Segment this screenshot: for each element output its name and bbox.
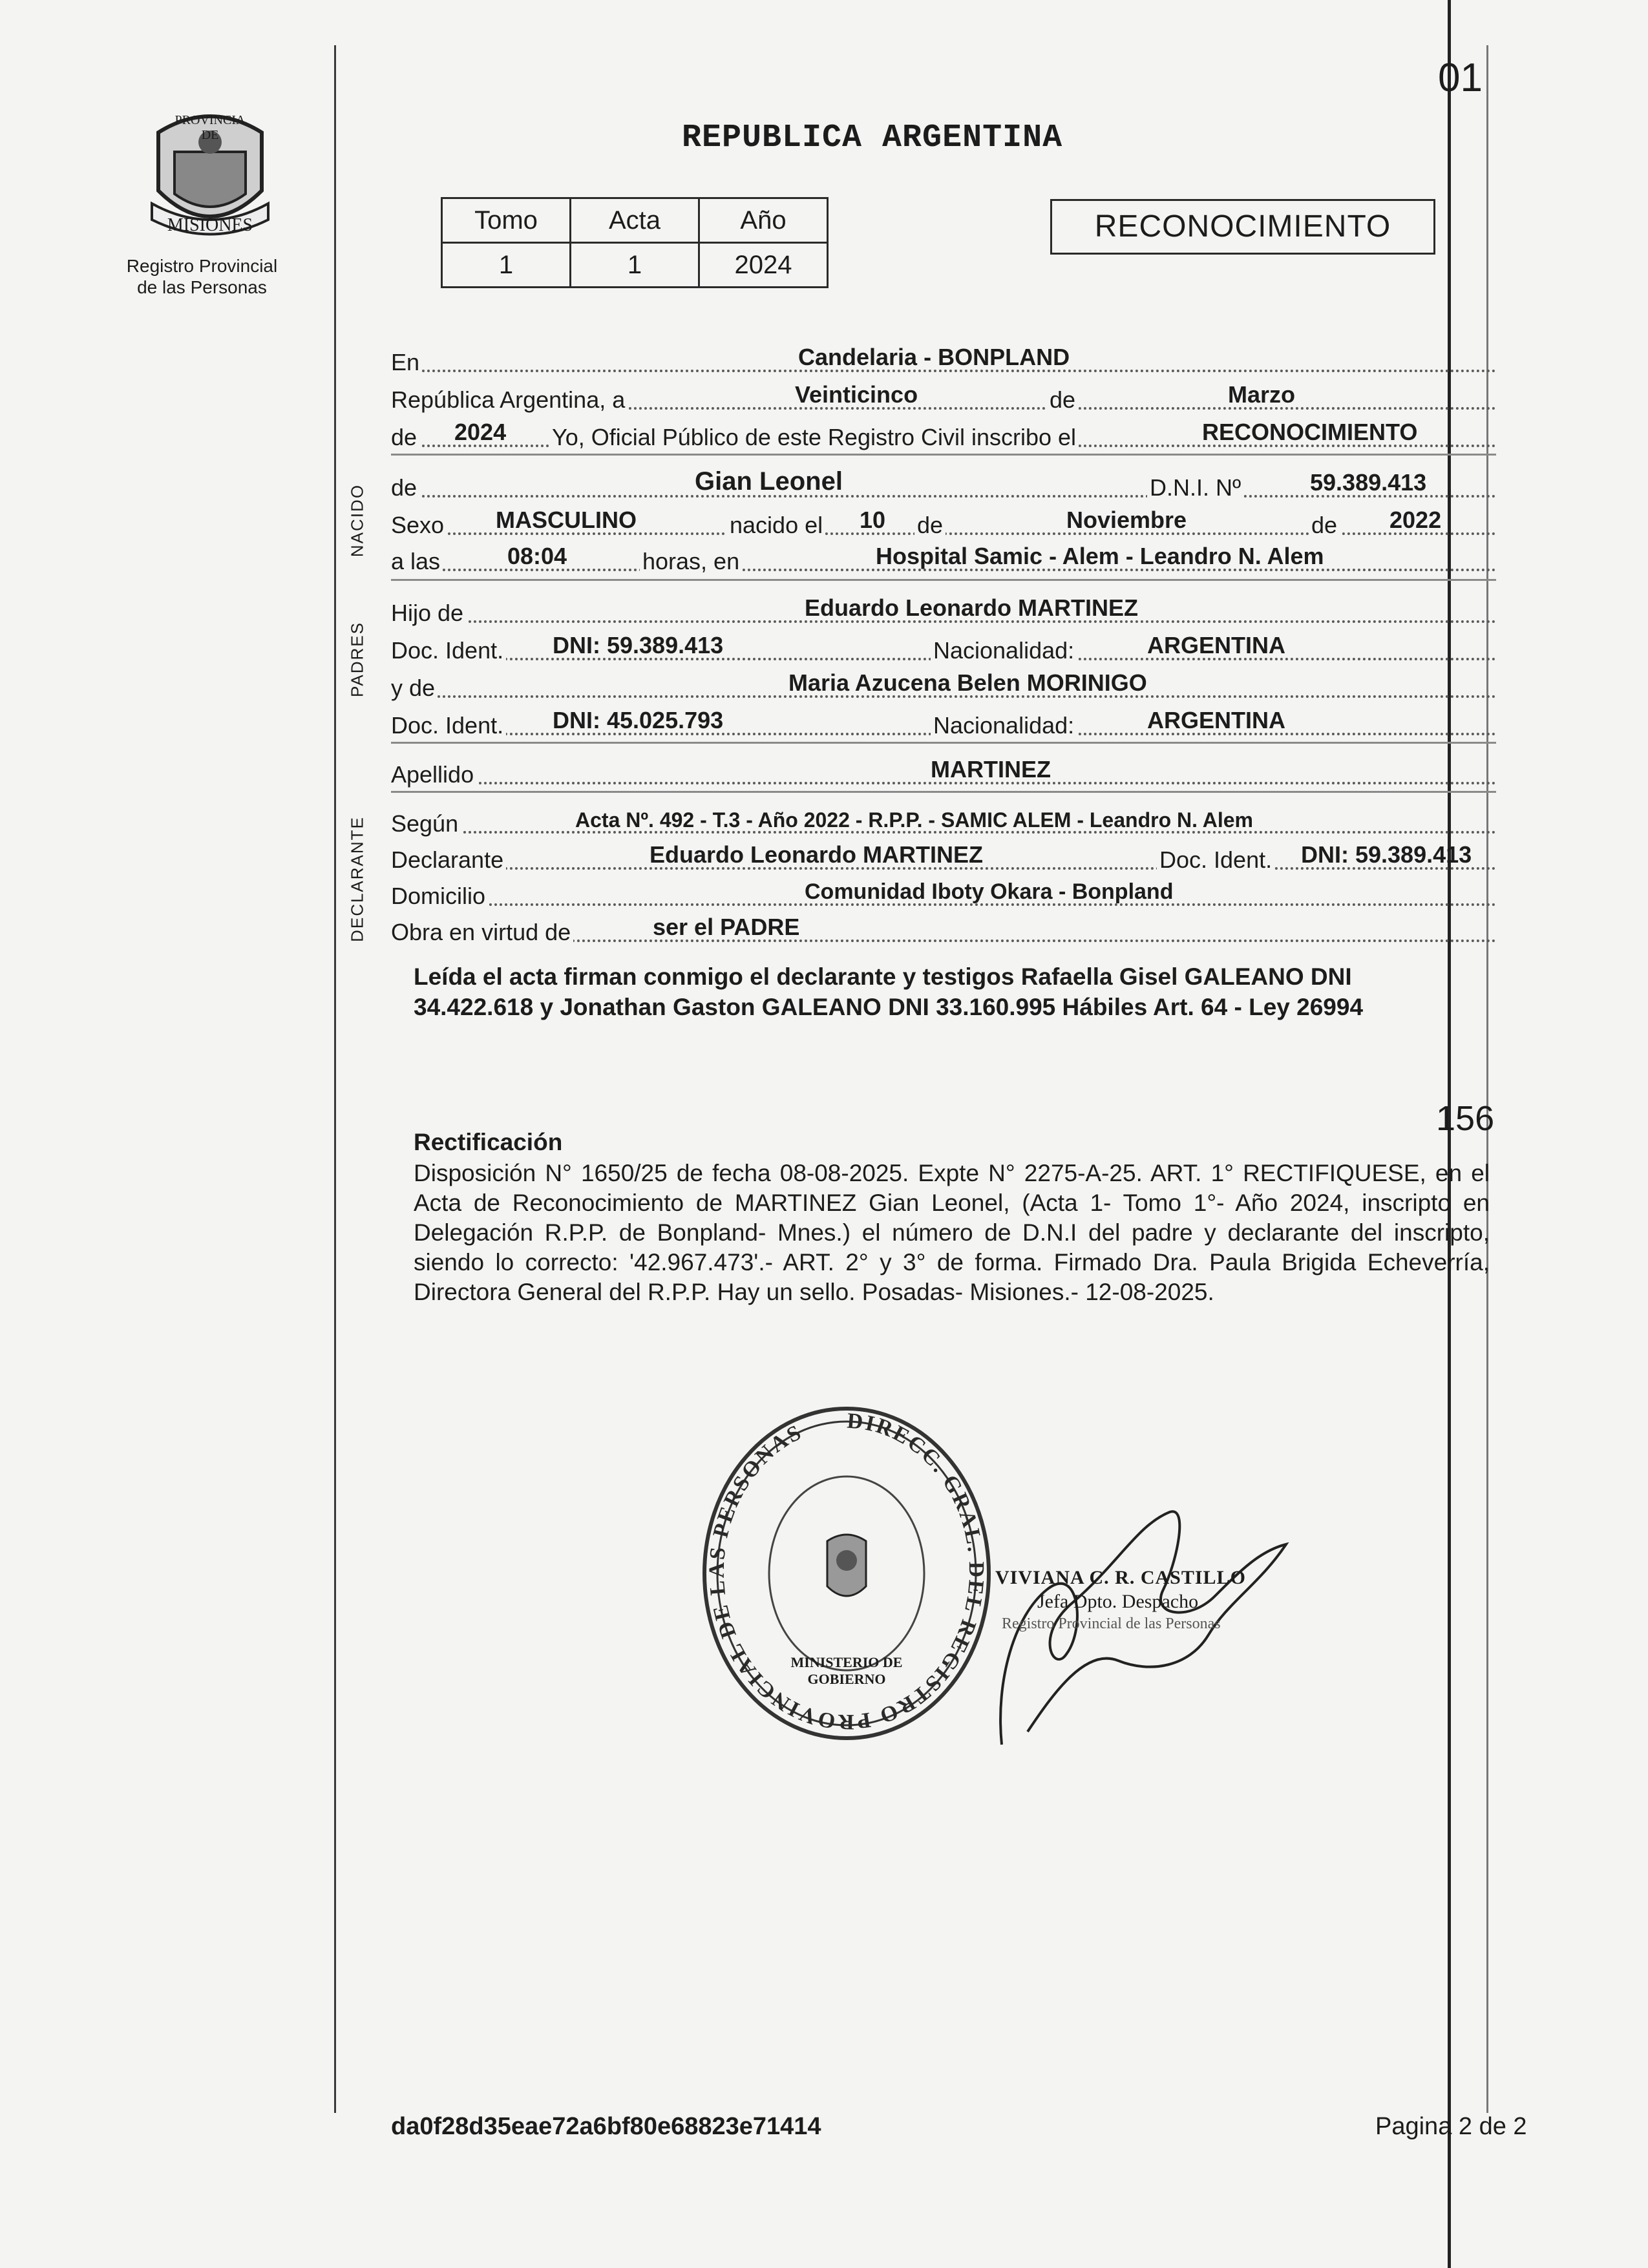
nacionalidad-label-2: Nacionalidad: [931,712,1077,739]
left-margin-rule [334,45,336,2113]
rectificacion-body: Disposición N° 1650/25 de fecha 08-08-2025. Expte N° 2275-A-25. ART. 1° RECTIFIQUESE, en el Acta de Reconocimiento de MARTINEZ Gian Leonel, (Acta 1- Tomo 1°- Año 2024, inscripto en Delegación R.P.P. de Bonpland- Mnes.) el número de D.N.I del padre y declarante del inscripto, siendo lo correcto: '42.967.473'.- ART. 2° y 3° de forma. Firmado Dra. Paula Brigida Echeverría, Directora General del R.P.P. Hay un sello. Posadas- Misiones.- 12-08-2025. [414,1160,1490,1305]
page-indicator: Pagina 2 de 2 [1375,2113,1527,2140]
surname-value: MARTINEZ [931,756,1051,782]
doc-ident-label-2: Doc. Ident. [391,712,506,739]
row-mother-doc [391,706,1496,742]
sex-value: MASCULINO [496,507,637,533]
hijo-de-label: Hijo de [391,600,466,627]
row-date [391,380,1496,416]
row-segun [391,804,1496,840]
signer-org: Registro Provincial de las Personas [1002,1615,1221,1632]
republica-label: República Argentina, a [391,386,628,414]
section-declarante: DECLARANTE [347,816,367,942]
anio-value: 2024 [699,243,828,288]
doc-ident-label: Doc. Ident. [391,637,506,664]
signer-name: VIVIANA C. R. CASTILLO [995,1567,1246,1588]
mother-doc-value: DNI: 45.025.793 [553,707,724,733]
document-hash: da0f28d35eae72a6bf80e68823e71414 [391,2113,821,2140]
de-label: de [1047,386,1078,414]
year-value: 2024 [454,419,507,445]
child-name-value: Gian Leonel [695,467,843,496]
separator-3 [391,742,1496,744]
registry-label [113,255,291,298]
tomo-header: Tomo [442,198,571,243]
obra-value: ser el PADRE [653,914,800,940]
birth-day-value: 10 [860,507,886,533]
acta-value: 1 [571,243,699,288]
handwritten-signature [956,1486,1331,1770]
father-name-value: Eduardo Leonardo MARTINEZ [805,594,1138,621]
domicile-value: Comunidad Iboty Okara - Bonpland [805,879,1174,904]
father-nationality-value: ARGENTINA [1147,632,1285,658]
row-child [391,468,1496,504]
province-seal [145,107,275,246]
separator-4 [391,791,1496,793]
section-padres: PADRES [347,622,367,697]
child-dni-value: 59.389.413 [1310,469,1427,496]
separator-1 [391,454,1496,456]
birth-place-value: Hospital Samic - Alem - Leandro N. Alem [876,543,1324,569]
horas-en-label: horas, en [640,548,742,575]
tomo-value: 1 [442,243,571,288]
section-nacido: NACIDO [347,483,367,558]
declarant-name-value: Eduardo Leonardo MARTINEZ [650,841,983,868]
rectificacion-title: Rectificación [414,1129,563,1155]
registry-label-line1: Registro Provincial [126,256,278,276]
row-obra [391,912,1496,949]
nacionalidad-label: Nacionalidad: [931,637,1077,664]
domicilio-label: Domicilio [391,883,488,910]
apellido-label: Apellido [391,761,476,788]
doc-ident-label-3: Doc. Ident. [1157,846,1274,874]
place-value: Candelaria - BONPLAND [798,344,1070,370]
separator-2 [391,579,1496,581]
seal-text-bottom: MISIONES [167,215,253,235]
en-label: En [391,349,422,376]
mother-name-value: Maria Azucena Belen MORINIGO [788,669,1147,696]
day-value: Veinticinco [795,381,918,408]
dni-label: D.N.I. Nº [1147,474,1243,501]
act-name-value: RECONOCIMIENTO [1202,419,1418,445]
page-number-top: 01 [1438,56,1483,100]
declarante-label: Declarante [391,846,506,874]
volume-table [441,197,829,288]
birth-year-value: 2022 [1389,507,1442,533]
month-value: Marzo [1228,381,1296,408]
row-sex [391,505,1496,541]
row-declarante [391,840,1496,876]
anio-header: Año [699,198,828,243]
birth-time-value: 08:04 [507,543,567,569]
declarant-doc-value: DNI: 59.389.413 [1301,841,1472,868]
father-doc-value: DNI: 59.389.413 [553,632,724,658]
row-father-doc [391,631,1496,667]
stamp-inner-text: MINISTERIO DE GOBIERNO [790,1654,903,1687]
mother-nationality-value: ARGENTINA [1147,707,1285,733]
de-label-4: de [914,512,945,539]
segun-value: Acta Nº. 492 - T.3 - Año 2022 - R.P.P. - SAMIC ALEM - Leandro N. Alem [575,808,1253,832]
y-de-label: y de [391,675,438,702]
row-time [391,541,1496,578]
de-label-2: de [391,424,419,451]
row-domicilio [391,876,1496,912]
official-stamp [695,1399,998,1748]
seal-text-top: PROVINCIA DE [174,113,246,142]
row-father [391,593,1496,629]
signer-role: Jefa Dpto. Despacho [1037,1591,1199,1612]
obra-label: Obra en virtud de [391,919,573,946]
birth-month-value: Noviembre [1066,507,1187,533]
act-type-box: RECONOCIMIENTO [1050,199,1435,255]
row-mother [391,668,1496,704]
a-las-label: a las [391,548,443,575]
nacido-el-label: nacido el [727,512,825,539]
row-en [391,342,1496,379]
document-title: REPUBLICA ARGENTINA [682,120,1063,156]
stamp-ring-text: DIRECC. GRAL. DEL REGISTRO PROVINCIAL DE LAS PERSONAS [704,1409,989,1734]
de-label-5: de [1309,512,1340,539]
row-inscribe [391,417,1496,454]
de-label-3: de [391,474,419,501]
acta-header: Acta [571,198,699,243]
registry-label-line2: de las Personas [137,277,267,297]
page-number-mid: 156 [1436,1099,1495,1138]
sexo-label: Sexo [391,512,447,539]
row-apellido [391,755,1496,791]
inscribe-label: Yo, Oficial Público de este Registro Civil inscribo el [549,424,1079,451]
segun-label: Según [391,810,461,837]
signature-paragraph: Leída el acta firman conmigo el declarante y testigos Rafaella Gisel GALEANO DNI 34.422.618 y Jonathan Gaston GALEANO DNI 33.160.995 Hábiles Art. 64 - Ley 26994 [414,963,1364,1020]
